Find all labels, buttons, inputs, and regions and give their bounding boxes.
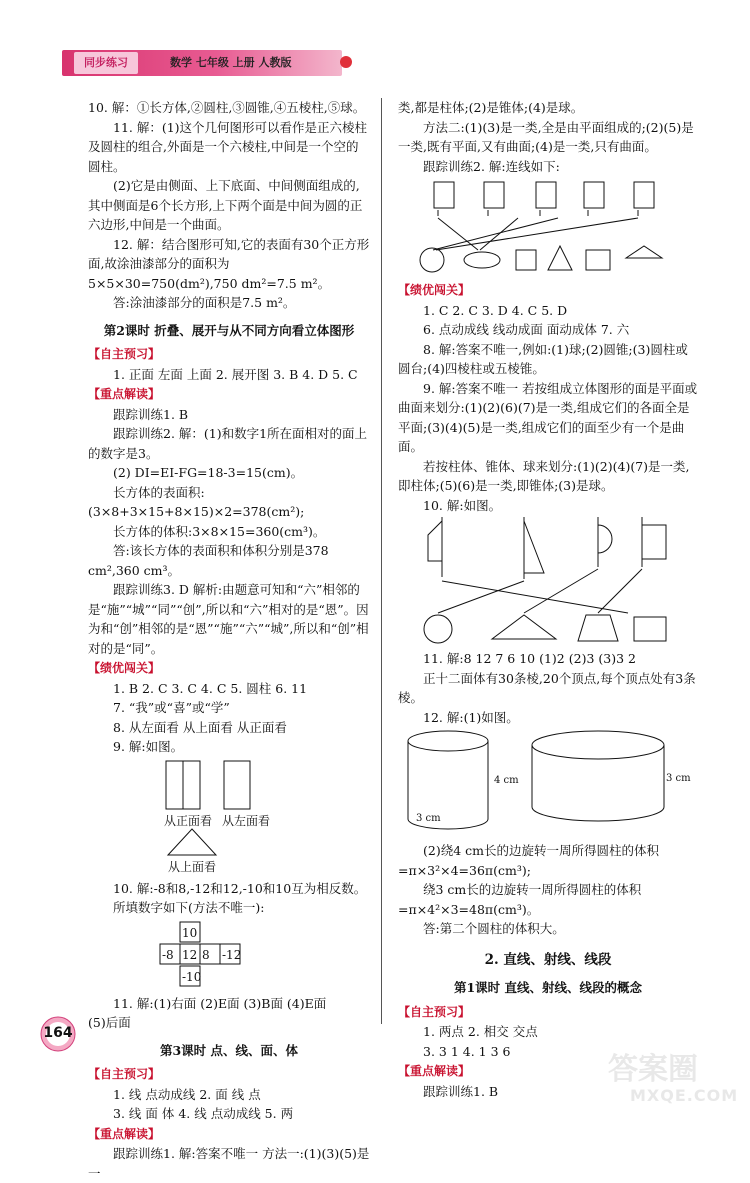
label-top-view: 从上面看 bbox=[168, 859, 217, 874]
right-column bbox=[398, 98, 698, 1101]
match-line-1 bbox=[438, 218, 478, 250]
plane-semicircle bbox=[598, 525, 612, 553]
cyl1-radius-label: 3 cm bbox=[416, 813, 441, 824]
figure-two-cylinders bbox=[398, 729, 698, 839]
cyl2-top bbox=[532, 731, 664, 759]
section-tag bbox=[88, 1064, 370, 1085]
text-line: 11. 解:(1)右面 (2)E面 (3)B面 (4)E面 bbox=[113, 995, 327, 1011]
match-line-3 bbox=[480, 218, 518, 250]
text-line: 长方体的体积:3×8×15=360(cm³)。 bbox=[113, 523, 326, 539]
section-tag bbox=[88, 1124, 370, 1145]
section-tag-label: 【自主预习】 bbox=[398, 1004, 471, 1019]
watermark-url: MXQE.COM bbox=[630, 1086, 739, 1105]
plane-trapezoid bbox=[428, 521, 442, 561]
text-line: 12. 解：结合图形可知,它的表面有30个正方形面,故涂油漆部分的面积为5×5×30=750(dm²),750 dm²=7.5 m²。 bbox=[88, 236, 370, 291]
text-line: 3. 3 1 4. 1 3 6 bbox=[423, 1043, 511, 1059]
column-divider bbox=[381, 98, 382, 1024]
text-line: 9. 解:如图。 bbox=[113, 739, 184, 754]
plane-rectangle bbox=[642, 525, 666, 559]
section-tag bbox=[88, 658, 370, 679]
section-tag-label: 【自主预习】 bbox=[88, 347, 161, 361]
net-cell-bottom: -10 bbox=[182, 969, 202, 984]
net-cell-far-right: -12 bbox=[222, 947, 242, 962]
figure-rotation-matching bbox=[398, 517, 688, 647]
text-line: 方法二:(1)(3)是一类,全是由平面组成的;(2)(5)是一类,既有平面,又有曲面;(4)是一类,只有曲面。 bbox=[398, 119, 694, 154]
text-line: 11. 解:8 12 7 6 10 (1)2 (2)3 (3)3 2 bbox=[423, 651, 636, 666]
solid-hat bbox=[626, 246, 662, 258]
link-line-1 bbox=[442, 581, 628, 613]
text-line: 答:该长方体的表面积和体积分别是378 cm²,360 cm³。 bbox=[88, 543, 329, 578]
text-line: (2)绕4 cm长的边旋转一周所得圆柱的体积=π×3²×4=36π(cm³); bbox=[398, 843, 659, 878]
solid-sphere bbox=[420, 248, 444, 272]
figure-cube-net bbox=[88, 920, 348, 992]
header-dot-icon bbox=[340, 56, 352, 68]
text-line: 跟踪训练1. B bbox=[423, 1083, 499, 1099]
figure-matching-lines bbox=[398, 178, 688, 278]
section-tag bbox=[398, 1002, 698, 1023]
text-line: (2) DI=EI-FG=18-3=15(cm)。 bbox=[113, 465, 304, 480]
solid-frustum bbox=[578, 615, 618, 641]
text-line: 若按柱体、锥体、球来划分:(1)(2)(4)(7)是一类,即柱体;(5)(6)是一类,即锥体;(3)是球。 bbox=[398, 458, 690, 493]
text-line: 跟踪训练2. 解:连线如下: bbox=[423, 158, 560, 174]
plane-triangle bbox=[524, 521, 544, 573]
text-line: (5)后面 bbox=[88, 1015, 131, 1030]
lesson-title: 第1课时 直线、射线、线段的概念 bbox=[453, 980, 643, 995]
text-line: 正十二面体有30条棱,20个顶点,每个顶点处有3条棱。 bbox=[398, 670, 696, 705]
section-tag-label: 【重点解读】 bbox=[88, 1126, 161, 1141]
watermark bbox=[608, 1052, 739, 1105]
page-number-badge bbox=[36, 1014, 80, 1054]
figure-three-views bbox=[88, 759, 348, 877]
text-line: 8. 从左面看 从上面看 从正面看 bbox=[113, 719, 287, 735]
chapter-title: 2. 直线、射线、线段 bbox=[484, 951, 612, 968]
text-line: (2)它是由侧面、上下底面、中间侧面组成的,其中侧面是6个长方形,上下两个面是中间为圆的正六边形,中间是一个曲面。 bbox=[88, 178, 363, 232]
text-line: 1. 线 点动成线 2. 面 线 点 bbox=[113, 1086, 261, 1102]
text-line: 长方体的表面积:(3×8+3×15+8×15)×2=378(cm²); bbox=[88, 484, 305, 519]
section-tag-label: 【重点解读】 bbox=[88, 387, 161, 401]
solid-cylinder-waist bbox=[516, 250, 536, 270]
label-front-view: 从正面看 bbox=[164, 813, 213, 828]
plane-shape-1 bbox=[434, 182, 454, 208]
solid-disc bbox=[464, 252, 500, 268]
text-line: 6. 点动成线 线动成面 面动成体 7. 六 bbox=[423, 322, 630, 337]
solid-sphere bbox=[424, 615, 452, 643]
section-tag-label: 【绩优闯关】 bbox=[88, 661, 161, 675]
net-cell-center: 12 bbox=[182, 947, 198, 962]
text-line: 跟踪训练1. B bbox=[113, 406, 189, 422]
text-line: 1. 正面 左面 上面 2. 展开图 3. B 4. D 5. C bbox=[113, 366, 358, 382]
plane-shape-3 bbox=[536, 182, 556, 208]
plane-shape-2 bbox=[484, 182, 504, 208]
text-line: 跟踪训练2. 解：(1)和数字1所在面相对的面上的数字是3。 bbox=[88, 426, 368, 461]
cyl2-bottom bbox=[532, 807, 664, 821]
solid-cone bbox=[492, 615, 556, 639]
text-line: 跟踪训练1. 解:答案不唯一 方法一:(1)(3)(5)是一 bbox=[88, 1146, 370, 1181]
text-line: 12. 解:(1)如图。 bbox=[423, 709, 519, 725]
text-line: 答:涂油漆部分的面积是7.5 m²。 bbox=[113, 295, 296, 310]
page-number: 164 bbox=[43, 1025, 73, 1041]
text-line: 跟踪训练3. D 解析:由题意可知和“六”相邻的是“施”“城”“同”“创”,所以和“六”相对的是“恩”。因为和“创”相邻的是“恩”“施”“六”“城”,所以和“创”相对的是“同”。 bbox=[88, 582, 369, 656]
text-line: 10. 解:如图。 bbox=[423, 497, 502, 513]
solid-cone bbox=[548, 246, 572, 270]
cyl1-height-label: 4 cm bbox=[494, 775, 519, 786]
page-header bbox=[62, 46, 352, 80]
cyl2-height-label: 3 cm bbox=[666, 773, 691, 784]
text-line: 11. 解：(1)这个几何图形可以看作是正六棱柱及圆柱的组合,外面是一个六棱柱,中间是一个空的圆柱。 bbox=[88, 119, 368, 174]
left-view-rect bbox=[224, 761, 250, 809]
net-cell-right: 8 bbox=[202, 947, 210, 962]
text-line: 1. B 2. C 3. C 4. C 5. 圆柱 6. 11 bbox=[113, 680, 308, 696]
top-view-triangle bbox=[168, 829, 216, 855]
text-line: 答:第二个圆柱的体积大。 bbox=[423, 921, 565, 936]
match-line-4 bbox=[436, 218, 638, 250]
section-tag-label: 【重点解读】 bbox=[398, 1064, 471, 1078]
section-tag bbox=[88, 344, 370, 365]
text-line: 8. 解:答案不唯一,例如:(1)球;(2)圆锥;(3)圆柱或圆台;(4)四棱柱或五棱锥。 bbox=[398, 341, 688, 376]
plane-shape-4 bbox=[584, 182, 604, 208]
left-column bbox=[88, 98, 370, 1183]
lesson-title: 第3课时 点、线、面、体 bbox=[159, 1042, 299, 1058]
label-left-view: 从左面看 bbox=[222, 813, 271, 828]
text-line: 10. 解:-8和8,-12和12,-10和10互为相反数。 bbox=[113, 880, 367, 896]
net-cell-top: 10 bbox=[182, 925, 198, 940]
solid-cylinder bbox=[586, 250, 610, 270]
section-tag-label: 【自主预习】 bbox=[88, 1067, 161, 1081]
text-line: 9. 解:答案不唯一 若按组成立体图形的面是平面或曲面来划分:(1)(2)(6)(7)是一类,组成它们的各面全是平面;(3)(4)(5)是一类,组成它们的面至少有一个是曲面。 bbox=[398, 380, 698, 454]
text-line: 1. C 2. C 3. D 4. C 5. D bbox=[423, 302, 568, 318]
watermark-logo: 答案圈 bbox=[608, 1052, 698, 1087]
cyl1-top bbox=[408, 731, 488, 751]
plane-shape-5 bbox=[634, 182, 654, 208]
solid-cylinder bbox=[634, 617, 666, 641]
text-line: 所填数字如下(方法不唯一): bbox=[113, 900, 265, 915]
header-subject: 数学 七年级 上册 人教版 bbox=[170, 56, 292, 69]
text-line: 绕3 cm长的边旋转一周所得圆柱的体积=π×4²×3=48π(cm³)。 bbox=[398, 882, 642, 917]
section-tag-label: 【绩优闯关】 bbox=[398, 283, 471, 297]
lesson-title: 第2课时 折叠、展开与从不同方向看立体图形 bbox=[103, 322, 355, 338]
section-tag bbox=[88, 384, 370, 405]
net-cell-left: -8 bbox=[162, 947, 174, 962]
section-tag bbox=[398, 280, 698, 301]
text-line: 3. 线 面 体 4. 线 点动成线 5. 两 bbox=[113, 1106, 294, 1121]
text-line: 类,都是柱体;(2)是锥体;(4)是球。 bbox=[398, 100, 584, 115]
header-logo: 同步练习 bbox=[74, 52, 138, 74]
link-line-4 bbox=[598, 569, 642, 613]
link-line-2 bbox=[438, 581, 524, 613]
text-line: 7. “我”或“喜”或“学” bbox=[113, 700, 230, 715]
text-line: 10. 解：①长方体,②圆柱,③圆锥,④五棱柱,⑤球。 bbox=[88, 100, 366, 115]
text-line: 1. 两点 2. 相交 交点 bbox=[423, 1024, 538, 1039]
